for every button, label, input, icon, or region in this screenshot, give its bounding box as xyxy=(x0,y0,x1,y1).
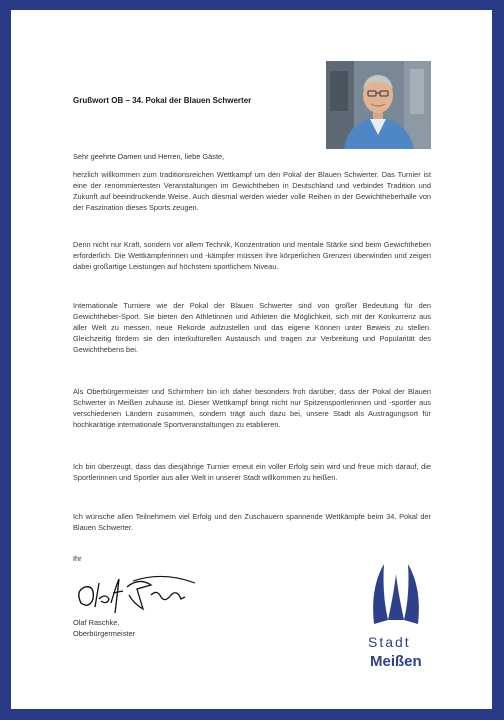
letter-closing: Ihr xyxy=(73,554,82,563)
handwritten-signature xyxy=(73,573,203,617)
signer-title: Oberbürgermeister xyxy=(73,629,136,638)
logo-text-stadt: Stadt xyxy=(368,634,411,650)
letter-paragraph: herzlich willkommen zum traditionsreichen Wettkampf um den Pokal der Blauen Schwerter. Das Turnier ist eine der renommiertesten Veranstaltungen im Gewichtheben in Deutschland und verbindet Tradition und Zukunft auf beeindruckende Weise. Auch diesmal werden wieder volle Reihen in der Gewichtheberhalle von der Faszination dieses Sports zeugen. xyxy=(73,170,431,212)
letter-paragraph: Internationale Turniere wie der Pokal der Blauen Schwerter sind von großer Bedeutung für den Gewichtheber-Sport. Sie bieten den Athletinnen und Athleten die Möglichkeit, sich mit der Konkurrenz aus aller Welt zu messen, neue Rekorde aufzustellen und das eigene Können unter Beweis zu stellen. Gleichzeitig fördern sie den interkulturellen Austausch und tragen zur Verbreitung und Popularität des Gewichthebens bei. xyxy=(73,301,431,354)
letter-heading: Grußwort OB – 34. Pokal der Blauen Schwerter xyxy=(73,96,252,105)
mayor-portrait-photo xyxy=(326,61,431,149)
letter-salutation: Sehr geehrte Damen und Herren, liebe Gäste, xyxy=(73,152,225,161)
logo-text-meissen: Meißen xyxy=(370,653,422,670)
signer-name: Olaf Raschke, xyxy=(73,618,120,627)
portrait-image xyxy=(326,61,431,149)
letter-paragraph: Denn nicht nur Kraft, sondern vor allem Technik, Konzentration und mentale Stärke sind beim Gewichtheben erforderlich. Die Wettkämpferinnen und -kämpfer müssen ihre körperlichen Grenzen überwinden und zeigen dabei großartige Leistungen auf höchstem sportlichem Niveau. xyxy=(73,240,431,271)
crossed-swords-logo-icon xyxy=(366,558,426,628)
signer-block xyxy=(73,617,135,639)
letter-page xyxy=(11,10,492,709)
letter-paragraph: Ich wünsche allen Teilnehmern viel Erfolg und den Zuschauern spannende Wettkämpfe beim 34. Pokal der Blauen Schwerter. xyxy=(73,512,431,532)
letter-paragraph: Als Oberbürgermeister und Schirmherr bin ich daher besonders froh darüber, dass der Pokal der Blauen Schwerter in Meißen zuhause ist. Dieser Wettkampf bringt nicht nur Spitzensportlerinnen und -sportler aus verschiedenen Ländern zusammen, sondern trägt auch dazu bei, unsere Stadt als Austragungsort für hochkarätige internationale Sportveranstaltungen zu etablieren. xyxy=(73,387,431,429)
letter-paragraph: Ich bin überzeugt, dass das diesjährige Turnier erneut ein voller Erfolg sein wird und freue mich darauf, die Sportlerinnen und Sportler aus aller Welt in unserer Stadt willkommen zu heißen. xyxy=(73,462,431,482)
